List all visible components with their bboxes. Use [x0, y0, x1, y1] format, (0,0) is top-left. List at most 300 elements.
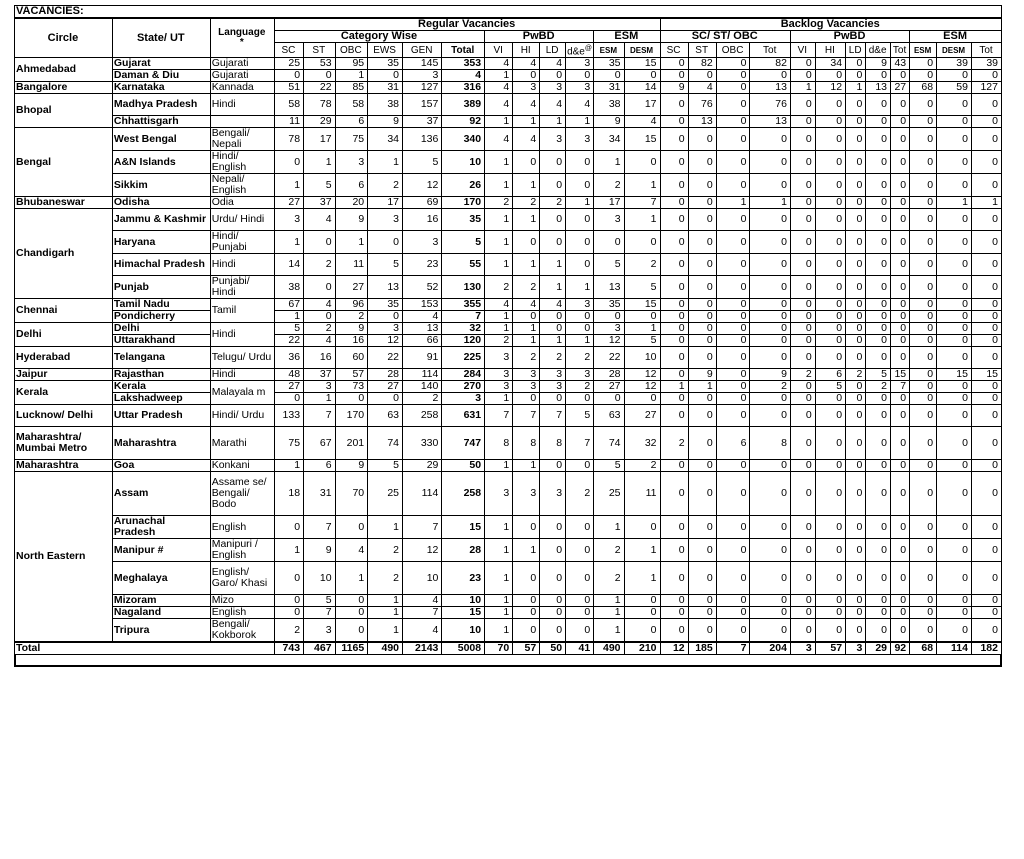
- value-cell: 0: [624, 311, 660, 323]
- value-cell: 6: [335, 174, 368, 197]
- value-cell: 3: [540, 472, 566, 516]
- value-cell: 0: [937, 607, 972, 619]
- value-cell: 0: [660, 254, 688, 276]
- state-cell: Telangana: [112, 347, 210, 369]
- value-cell: 5: [866, 369, 891, 381]
- value-cell: 0: [540, 607, 566, 619]
- value-cell: 0: [910, 335, 937, 347]
- value-cell: 22: [304, 82, 335, 94]
- value-cell: 4: [485, 299, 513, 311]
- state-cell: Meghalaya: [112, 562, 210, 595]
- value-cell: 0: [660, 347, 688, 369]
- value-cell: 0: [971, 174, 1001, 197]
- value-cell: 3: [540, 369, 566, 381]
- total-row: [15, 642, 1002, 655]
- value-cell: 0: [815, 323, 845, 335]
- language-cell: Kannada: [210, 82, 274, 94]
- value-cell: 0: [815, 128, 845, 151]
- value-cell: 0: [274, 151, 303, 174]
- value-cell: 2: [594, 539, 624, 562]
- value-cell: 2: [566, 472, 594, 516]
- value-cell: 9: [594, 116, 624, 128]
- subheader-backlog-sc-0: SC: [660, 43, 688, 58]
- value-cell: 0: [846, 393, 866, 405]
- value-cell: 5: [624, 335, 660, 347]
- state-cell: Gujarat: [112, 58, 210, 70]
- value-cell: 0: [660, 58, 688, 70]
- value-cell: 0: [716, 323, 750, 335]
- circle-cell: Maharashtra: [15, 460, 113, 472]
- value-cell: 10: [442, 595, 485, 607]
- value-cell: 50: [442, 460, 485, 472]
- table-row: [15, 335, 1002, 347]
- value-cell: 0: [660, 128, 688, 151]
- state-cell: Himachal Pradesh: [112, 254, 210, 276]
- value-cell: 58: [274, 94, 303, 116]
- subheader-backlog-tot-3: Tot: [750, 43, 790, 58]
- value-cell: 0: [866, 595, 891, 607]
- subheader-backlog-esm-9: ESM: [910, 43, 937, 58]
- value-cell: 140: [403, 381, 442, 393]
- total-label: Total: [15, 642, 275, 655]
- table-row: [15, 174, 1002, 197]
- value-cell: 0: [750, 472, 790, 516]
- value-cell: 1: [688, 381, 716, 393]
- value-cell: 14: [624, 82, 660, 94]
- language-cell: Malayala m: [210, 381, 274, 405]
- subheader-backlog-desm-10: DESM: [937, 43, 972, 58]
- table-row: [15, 311, 1002, 323]
- value-cell: 0: [660, 460, 688, 472]
- value-cell: 270: [442, 381, 485, 393]
- value-cell: 0: [866, 151, 891, 174]
- value-cell: 0: [540, 539, 566, 562]
- value-cell: 2: [513, 197, 540, 209]
- value-cell: 7: [442, 311, 485, 323]
- value-cell: 8: [485, 427, 513, 460]
- value-cell: 0: [846, 174, 866, 197]
- value-cell: 0: [815, 70, 845, 82]
- value-cell: 0: [716, 539, 750, 562]
- circle-cell: Chandigarh: [15, 209, 113, 299]
- value-cell: 0: [790, 151, 815, 174]
- value-cell: 0: [790, 405, 815, 427]
- value-cell: 2: [624, 254, 660, 276]
- state-cell: Mizoram: [112, 595, 210, 607]
- value-cell: 0: [566, 607, 594, 619]
- value-cell: 0: [750, 516, 790, 539]
- value-cell: 2: [368, 174, 403, 197]
- value-cell: 1: [335, 231, 368, 254]
- subheader-backlog-st-1: ST: [688, 43, 716, 58]
- value-cell: 7: [403, 607, 442, 619]
- value-cell: 0: [716, 299, 750, 311]
- value-cell: 14: [274, 254, 303, 276]
- value-cell: 1: [485, 174, 513, 197]
- value-cell: 25: [594, 472, 624, 516]
- value-cell: 1: [513, 323, 540, 335]
- value-cell: 3: [403, 231, 442, 254]
- value-cell: 7: [540, 405, 566, 427]
- state-cell: Assam: [112, 472, 210, 516]
- value-cell: 0: [846, 335, 866, 347]
- value-cell: 0: [688, 539, 716, 562]
- value-cell: 0: [750, 254, 790, 276]
- value-cell: 1: [971, 197, 1001, 209]
- value-cell: 0: [790, 472, 815, 516]
- value-cell: 0: [891, 335, 910, 347]
- value-cell: 35: [368, 299, 403, 311]
- total-value-cell: 50: [540, 642, 566, 655]
- value-cell: 0: [815, 516, 845, 539]
- value-cell: 25: [274, 58, 303, 70]
- value-cell: 0: [937, 323, 972, 335]
- value-cell: 0: [910, 299, 937, 311]
- value-cell: 0: [971, 94, 1001, 116]
- value-cell: 39: [971, 58, 1001, 70]
- value-cell: 1: [304, 393, 335, 405]
- state-cell: Uttar Pradesh: [112, 405, 210, 427]
- value-cell: 0: [660, 595, 688, 607]
- value-cell: 1: [750, 197, 790, 209]
- value-cell: 8: [513, 427, 540, 460]
- value-cell: 0: [971, 595, 1001, 607]
- table-title: VACANCIES:: [15, 6, 1002, 19]
- value-cell: 0: [716, 311, 750, 323]
- value-cell: 91: [403, 347, 442, 369]
- value-cell: 0: [368, 393, 403, 405]
- circle-cell: Chennai: [15, 299, 113, 323]
- subheader-regular-esm: ESM: [594, 43, 624, 58]
- value-cell: 0: [688, 562, 716, 595]
- value-cell: 0: [624, 516, 660, 539]
- value-cell: 0: [304, 311, 335, 323]
- value-cell: 0: [891, 323, 910, 335]
- value-cell: 66: [403, 335, 442, 347]
- state-cell: Sikkim: [112, 174, 210, 197]
- value-cell: 0: [750, 151, 790, 174]
- value-cell: 0: [891, 595, 910, 607]
- value-cell: 23: [403, 254, 442, 276]
- state-cell: Maharashtra: [112, 427, 210, 460]
- value-cell: 0: [846, 562, 866, 595]
- value-cell: 258: [403, 405, 442, 427]
- value-cell: 4: [304, 209, 335, 231]
- value-cell: 2: [566, 381, 594, 393]
- value-cell: 0: [815, 116, 845, 128]
- value-cell: 133: [274, 405, 303, 427]
- value-cell: 0: [688, 276, 716, 299]
- value-cell: 0: [513, 595, 540, 607]
- value-cell: 0: [716, 472, 750, 516]
- state-cell: Madhya Pradesh: [112, 94, 210, 116]
- table-row: [15, 460, 1002, 472]
- total-value-cell: 743: [274, 642, 303, 655]
- value-cell: 4: [566, 94, 594, 116]
- value-cell: 0: [971, 472, 1001, 516]
- value-cell: 17: [594, 197, 624, 209]
- value-cell: 0: [971, 231, 1001, 254]
- value-cell: 3: [566, 128, 594, 151]
- value-cell: 0: [910, 347, 937, 369]
- value-cell: 3: [566, 299, 594, 311]
- value-cell: 0: [937, 254, 972, 276]
- value-cell: 1: [513, 254, 540, 276]
- value-cell: 0: [750, 128, 790, 151]
- language-cell: [210, 116, 274, 128]
- value-cell: 258: [442, 472, 485, 516]
- value-cell: 2: [750, 381, 790, 393]
- language-cell: English: [210, 607, 274, 619]
- table-row: [15, 607, 1002, 619]
- table-row: [15, 405, 1002, 427]
- circle-cell: Lucknow/ Delhi: [15, 405, 113, 427]
- value-cell: 0: [540, 619, 566, 643]
- value-cell: 38: [274, 276, 303, 299]
- value-cell: 0: [971, 405, 1001, 427]
- value-cell: 0: [660, 562, 688, 595]
- value-cell: 0: [513, 151, 540, 174]
- state-cell: Lakshadweep: [112, 393, 210, 405]
- value-cell: 4: [403, 311, 442, 323]
- value-cell: 1: [566, 116, 594, 128]
- value-cell: 4: [403, 595, 442, 607]
- value-cell: 78: [304, 94, 335, 116]
- value-cell: 0: [716, 381, 750, 393]
- value-cell: 631: [442, 405, 485, 427]
- value-cell: 12: [624, 369, 660, 381]
- value-cell: 1: [368, 619, 403, 643]
- language-cell: English/ Garo/ Khasi: [210, 562, 274, 595]
- value-cell: 1: [485, 151, 513, 174]
- value-cell: 0: [716, 619, 750, 643]
- value-cell: 0: [846, 323, 866, 335]
- value-cell: 0: [660, 539, 688, 562]
- value-cell: 0: [910, 460, 937, 472]
- value-cell: 0: [866, 405, 891, 427]
- value-cell: 0: [688, 197, 716, 209]
- table-row: [15, 94, 1002, 116]
- value-cell: 74: [368, 427, 403, 460]
- value-cell: 0: [566, 209, 594, 231]
- value-cell: 0: [866, 393, 891, 405]
- value-cell: 0: [594, 393, 624, 405]
- circle-cell: Bhubaneswar: [15, 197, 113, 209]
- language-cell: Bengali/ Nepali: [210, 128, 274, 151]
- value-cell: 3: [274, 209, 303, 231]
- value-cell: 1: [485, 393, 513, 405]
- value-cell: 0: [750, 347, 790, 369]
- value-cell: 0: [891, 393, 910, 405]
- value-cell: 0: [660, 174, 688, 197]
- value-cell: 0: [971, 516, 1001, 539]
- value-cell: 0: [971, 116, 1001, 128]
- value-cell: 0: [971, 381, 1001, 393]
- value-cell: 0: [790, 460, 815, 472]
- value-cell: 0: [304, 276, 335, 299]
- state-cell: Odisha: [112, 197, 210, 209]
- language-cell: Tamil: [210, 299, 274, 323]
- value-cell: 330: [403, 427, 442, 460]
- value-cell: 20: [335, 197, 368, 209]
- subheader-de-label: d&e: [567, 46, 585, 58]
- value-cell: 0: [815, 254, 845, 276]
- value-cell: 0: [594, 231, 624, 254]
- value-cell: 0: [660, 116, 688, 128]
- value-cell: 7: [403, 516, 442, 539]
- value-cell: 53: [304, 58, 335, 70]
- value-cell: 0: [513, 311, 540, 323]
- value-cell: 0: [716, 82, 750, 94]
- value-cell: 95: [335, 58, 368, 70]
- value-cell: 0: [846, 116, 866, 128]
- value-cell: 15: [937, 369, 972, 381]
- language-cell: Telugu/ Urdu: [210, 347, 274, 369]
- value-cell: 0: [846, 58, 866, 70]
- value-cell: 0: [540, 393, 566, 405]
- value-cell: 0: [866, 427, 891, 460]
- value-cell: 3: [540, 381, 566, 393]
- value-cell: 0: [513, 607, 540, 619]
- value-cell: 0: [566, 562, 594, 595]
- value-cell: 15: [624, 128, 660, 151]
- value-cell: 0: [910, 197, 937, 209]
- language-cell: Nepali/ English: [210, 174, 274, 197]
- value-cell: 0: [866, 619, 891, 643]
- total-value-cell: 57: [513, 642, 540, 655]
- value-cell: 1: [540, 335, 566, 347]
- value-cell: 75: [274, 427, 303, 460]
- value-cell: 7: [891, 381, 910, 393]
- value-cell: 1: [624, 174, 660, 197]
- value-cell: 0: [815, 393, 845, 405]
- value-cell: 0: [660, 70, 688, 82]
- value-cell: 31: [368, 82, 403, 94]
- value-cell: 1: [368, 595, 403, 607]
- value-cell: 0: [688, 405, 716, 427]
- value-cell: 0: [891, 276, 910, 299]
- value-cell: 4: [513, 128, 540, 151]
- value-cell: 1: [485, 619, 513, 643]
- value-cell: 4: [485, 58, 513, 70]
- value-cell: 1: [513, 539, 540, 562]
- language-cell: Urdu/ Hindi: [210, 209, 274, 231]
- value-cell: 0: [815, 405, 845, 427]
- value-cell: 3: [403, 70, 442, 82]
- value-cell: 0: [910, 58, 937, 70]
- value-cell: 0: [750, 393, 790, 405]
- value-cell: 0: [688, 472, 716, 516]
- value-cell: 0: [540, 516, 566, 539]
- value-cell: 0: [688, 607, 716, 619]
- value-cell: 92: [442, 116, 485, 128]
- value-cell: 3: [513, 381, 540, 393]
- subheader-regular-ld: LD: [540, 43, 566, 58]
- value-cell: 0: [540, 562, 566, 595]
- value-cell: 0: [335, 619, 368, 643]
- value-cell: 7: [485, 405, 513, 427]
- circle-cell: Ahmedabad: [15, 58, 113, 82]
- value-cell: 0: [891, 231, 910, 254]
- subheader-regular-ews: EWS: [368, 43, 403, 58]
- value-cell: 0: [971, 460, 1001, 472]
- value-cell: 0: [846, 311, 866, 323]
- subheader-regular-gen: GEN: [403, 43, 442, 58]
- header-sc-st-obc: SC/ ST/ OBC: [660, 31, 790, 43]
- state-cell: Karnataka: [112, 82, 210, 94]
- value-cell: 22: [368, 347, 403, 369]
- value-cell: 0: [750, 311, 790, 323]
- value-cell: 1: [485, 209, 513, 231]
- value-cell: 16: [403, 209, 442, 231]
- value-cell: 0: [566, 151, 594, 174]
- value-cell: 5: [442, 231, 485, 254]
- value-cell: 0: [688, 254, 716, 276]
- value-cell: 0: [624, 231, 660, 254]
- value-cell: 3: [513, 82, 540, 94]
- value-cell: 7: [304, 516, 335, 539]
- value-cell: 0: [937, 209, 972, 231]
- value-cell: 32: [624, 427, 660, 460]
- value-cell: 0: [971, 276, 1001, 299]
- value-cell: 0: [910, 209, 937, 231]
- total-value-cell: 114: [937, 642, 972, 655]
- value-cell: 2: [594, 174, 624, 197]
- value-cell: 6: [335, 116, 368, 128]
- value-cell: 0: [540, 323, 566, 335]
- value-cell: 68: [910, 82, 937, 94]
- value-cell: 2: [368, 562, 403, 595]
- state-cell: Tamil Nadu: [112, 299, 210, 311]
- value-cell: 127: [971, 82, 1001, 94]
- value-cell: 8: [750, 427, 790, 460]
- value-cell: 0: [815, 94, 845, 116]
- value-cell: 0: [910, 607, 937, 619]
- value-cell: 3: [304, 381, 335, 393]
- value-cell: 0: [716, 460, 750, 472]
- value-cell: 0: [866, 607, 891, 619]
- value-cell: 0: [716, 276, 750, 299]
- value-cell: 201: [335, 427, 368, 460]
- value-cell: 0: [790, 311, 815, 323]
- value-cell: 1: [485, 539, 513, 562]
- value-cell: 0: [891, 209, 910, 231]
- value-cell: 76: [750, 94, 790, 116]
- value-cell: 0: [750, 460, 790, 472]
- value-cell: 0: [815, 174, 845, 197]
- table-row: [15, 82, 1002, 94]
- value-cell: 1: [513, 174, 540, 197]
- de-footnote-mark: @: [584, 45, 592, 52]
- value-cell: 0: [866, 70, 891, 82]
- value-cell: 0: [540, 174, 566, 197]
- value-cell: 4: [485, 82, 513, 94]
- value-cell: 0: [660, 619, 688, 643]
- value-cell: 0: [866, 516, 891, 539]
- value-cell: 0: [846, 299, 866, 311]
- value-cell: 340: [442, 128, 485, 151]
- state-cell: Kerala: [112, 381, 210, 393]
- value-cell: 0: [910, 369, 937, 381]
- total-value-cell: 204: [750, 642, 790, 655]
- value-cell: 0: [660, 197, 688, 209]
- table-row: [15, 516, 1002, 539]
- value-cell: 7: [566, 427, 594, 460]
- value-cell: 0: [624, 151, 660, 174]
- value-cell: 0: [566, 539, 594, 562]
- value-cell: 0: [624, 595, 660, 607]
- value-cell: 1: [485, 254, 513, 276]
